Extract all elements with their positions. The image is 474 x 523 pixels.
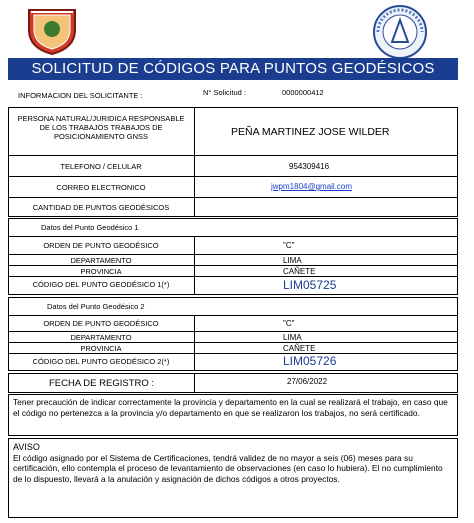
responsible-value: PEÑA MARTINEZ JOSE WILDER <box>231 126 390 138</box>
email-label: CORREO ELECTRONICO <box>56 183 146 192</box>
point-count-label: CANTIDAD DE PUNTOS GEODÉSICOS <box>32 203 170 212</box>
point-1-department-label: DEPARTAMENTO <box>70 256 132 265</box>
certification-seal-logo <box>372 4 428 60</box>
email-link[interactable]: jwpm1804@gmail.com <box>271 182 353 191</box>
point-2-code-value: LIM05726 <box>283 354 337 368</box>
point-1-code-value: LIM05725 <box>283 278 337 292</box>
notice-text: El código asignado por el Sistema de Certificaciones, tendrá validez de no mayor a seis (06) meses para su certificación, ello contempla el proceso de levantamiento de observaciones (en caso lo hubiera). El no cumplimiento de lo dispuesto, llevará a la anulación y asignación de dichos códigos a otros proyectos. <box>13 452 443 484</box>
point-1-section <box>8 218 458 295</box>
shield-emblem-logo <box>25 6 79 56</box>
notice-title: AVISO <box>13 442 40 452</box>
responsible-label: PERSONA NATURAL/JURIDICA RESPONSABLE DE LOS TRABAJOS TRABAJOS DE POSICIONAMIENTO GNSS <box>17 114 185 141</box>
point-1-department-value: LIMA <box>283 256 302 265</box>
point-1-order-label: ORDEN DE PUNTO GEODÉSICO <box>43 241 159 250</box>
point-2-department-label: DEPARTAMENTO <box>70 333 132 342</box>
point-1-order-value: "C" <box>283 241 295 250</box>
point-1-province-value: CAÑETE <box>283 267 316 276</box>
registry-date-label: FECHA DE REGISTRO : <box>49 378 155 389</box>
notice-box <box>8 438 458 518</box>
document-title: SOLICITUD DE CÓDIGOS PARA PUNTOS GEODÉSICOS <box>8 58 458 80</box>
point-2-header: Datos del Punto Geodésico 2 <box>47 302 145 311</box>
point-2-department-value: LIMA <box>283 333 302 342</box>
requester-table <box>8 107 458 217</box>
registry-row <box>8 373 458 393</box>
point-1-province-label: PROVINCIA <box>80 267 122 276</box>
phone-label: TELEFONO / CELULAR <box>60 162 142 171</box>
point-2-province-label: PROVINCIA <box>80 344 122 353</box>
requester-info-label: INFORMACION DEL SOLICITANTE : <box>18 91 143 100</box>
phone-value: 954309416 <box>289 162 330 171</box>
point-2-order-value: "C" <box>283 319 295 328</box>
point-1-code-label: CÓDIGO DEL PUNTO GEODÉSICO 1(*) <box>32 280 170 289</box>
point-2-section <box>8 297 458 371</box>
caution-note: Tener precaución de indicar correctamente la provincia y departamento en la cual se realizará el trabajo, en caso que el código no pertenezca a la provincia y/o departamento en que se realizaron los trabajos, no será certificado. <box>8 394 458 436</box>
point-1-header: Datos del Punto Geodésico 1 <box>41 223 139 232</box>
point-2-province-value: CAÑETE <box>283 344 316 353</box>
request-number-label: N° Solicitud : <box>203 88 247 97</box>
point-2-code-label: CÓDIGO DEL PUNTO GEODÉSICO 2(*) <box>32 357 170 366</box>
point-2-order-label: ORDEN DE PUNTO GEODÉSICO <box>43 319 159 328</box>
request-number-value: 0000000412 <box>282 88 324 97</box>
registry-date-value: 27/06/2022 <box>287 377 328 386</box>
